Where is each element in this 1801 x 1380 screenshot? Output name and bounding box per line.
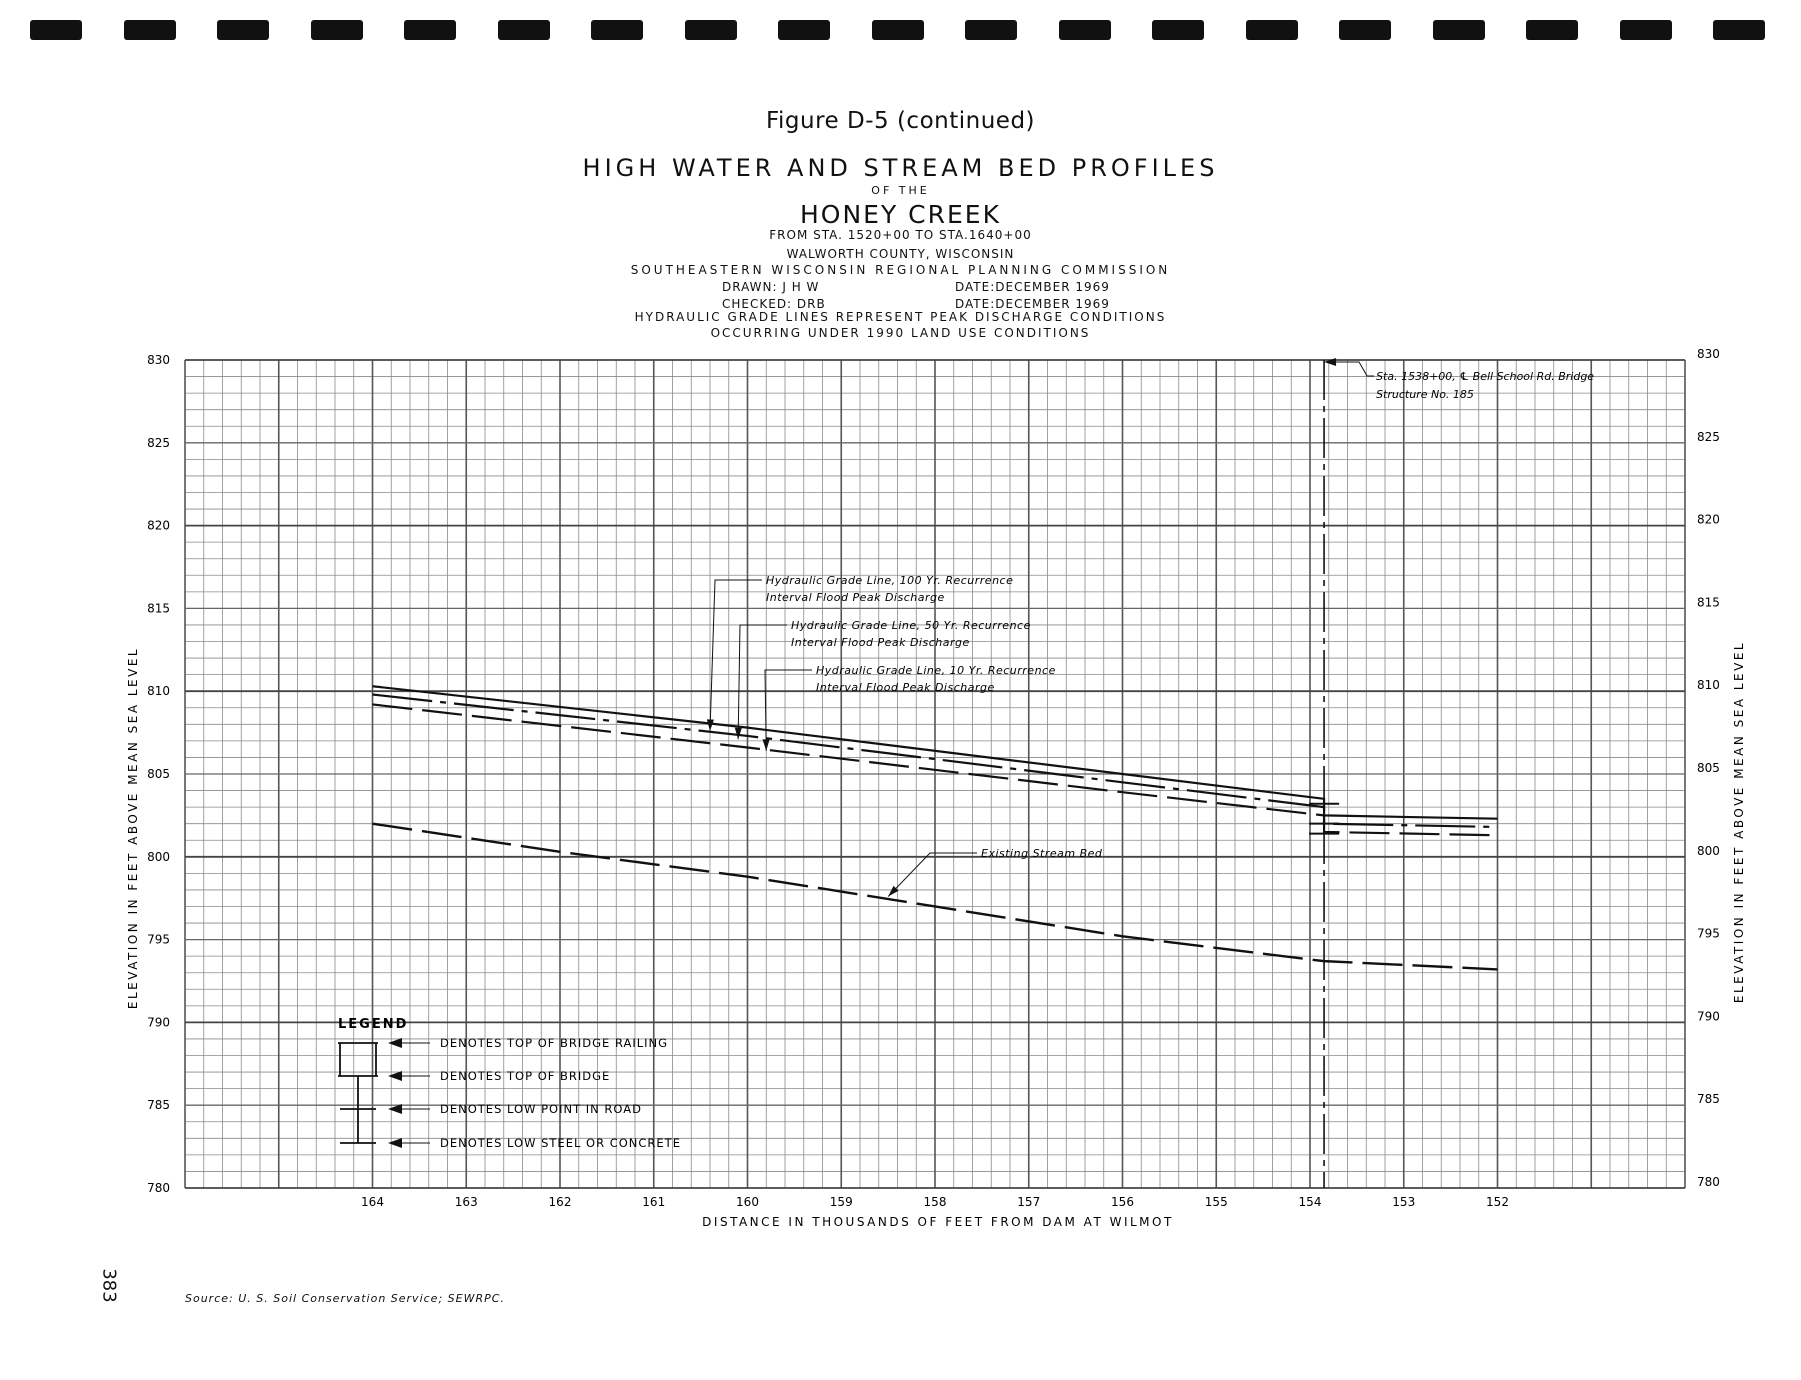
- y-tick-label-right: 820: [1697, 512, 1720, 527]
- leader-50yr-label: Interval Flood Peak Discharge: [791, 636, 970, 649]
- page-number: 383: [98, 1268, 120, 1303]
- legend-item: DENOTES LOW STEEL OR CONCRETE: [440, 1136, 681, 1150]
- x-tick-label: 157: [1017, 1195, 1041, 1209]
- bridge-label-2: Structure No. 185: [1376, 388, 1474, 401]
- legend-item: DENOTES LOW POINT IN ROAD: [440, 1102, 642, 1116]
- leader-10yr-label: Interval Flood Peak Discharge: [816, 681, 995, 694]
- y-tick-label-right: 815: [1697, 595, 1720, 610]
- y-tick-label-left: 785: [147, 1098, 170, 1113]
- x-tick-label: 154: [1298, 1195, 1322, 1209]
- leader-100yr-label: Hydraulic Grade Line, 100 Yr. Recurrence: [766, 574, 1014, 587]
- bridge-marker: [1309, 358, 1594, 1188]
- page-title: HIGH WATER AND STREAM BED PROFILES: [582, 154, 1219, 182]
- y-tick-label-right: 810: [1697, 678, 1720, 693]
- figure-label: Figure D-5 (continued): [765, 108, 1036, 134]
- y-axis-label-left: ELEVATION IN FEET ABOVE MEAN SEA LEVEL: [126, 646, 140, 1010]
- x-tick-label: 163: [454, 1195, 478, 1209]
- hydraulic-note-2: OCCURRING UNDER 1990 LAND USE CONDITIONS: [710, 326, 1091, 340]
- leader-10yr-label: Hydraulic Grade Line, 10 Yr. Recurrence: [816, 664, 1056, 677]
- leader-50yr-leader: [738, 625, 787, 739]
- bridge-leader: [1336, 362, 1374, 376]
- y-tick-label-left: 820: [147, 518, 170, 533]
- creek-name: HONEY CREEK: [799, 200, 1001, 229]
- x-tick-label: 162: [548, 1195, 572, 1209]
- y-tick-label-left: 800: [147, 849, 170, 864]
- x-tick-label: 158: [923, 1195, 947, 1209]
- checked-label: CHECKED: DRB: [722, 297, 826, 311]
- title-of-the: OF THE: [871, 184, 930, 197]
- y-tick-label-right: 790: [1697, 1009, 1720, 1024]
- checked-date: DATE:DECEMBER 1969: [955, 297, 1110, 311]
- y-tick-label-left: 815: [147, 601, 170, 616]
- hydraulic-note-1: HYDRAULIC GRADE LINES REPRESENT PEAK DISCHARGE CONDITIONS: [634, 310, 1167, 324]
- y-tick-label-right: 830: [1697, 347, 1720, 361]
- station-range: FROM STA. 1520+00 TO STA.1640+00: [769, 228, 1032, 242]
- y-tick-label-right: 795: [1697, 926, 1720, 941]
- legend-arrowhead: [388, 1038, 402, 1048]
- legend: [338, 1017, 681, 1150]
- x-axis-label: DISTANCE IN THOUSANDS OF FEET FROM DAM AT WILMOT: [702, 1215, 1174, 1229]
- y-tick-label-right: 785: [1697, 1092, 1720, 1107]
- source-note: Source: U. S. Soil Conservation Service; SEWRPC.: [185, 1292, 505, 1305]
- leader-100yr-arrowhead: [707, 719, 714, 731]
- x-tick-label: 160: [736, 1195, 759, 1209]
- y-tick-label-left: 780: [147, 1181, 170, 1195]
- legend-arrowhead: [388, 1071, 402, 1081]
- y-tick-label-left: 805: [147, 767, 170, 781]
- y-tick-label-right: 800: [1697, 843, 1720, 858]
- drawn-date: DATE:DECEMBER 1969: [955, 280, 1110, 294]
- y-tick-label-right: 825: [1697, 429, 1720, 444]
- y-tick-label-left: 830: [147, 353, 170, 367]
- x-tick-label: 159: [829, 1195, 853, 1209]
- leader-50yr-arrowhead: [735, 728, 742, 740]
- y-tick-label-left: 810: [147, 684, 170, 699]
- legend-item: DENOTES TOP OF BRIDGE: [440, 1069, 611, 1083]
- x-tick-label: 153: [1392, 1195, 1416, 1209]
- y-tick-label-left: 790: [147, 1015, 170, 1030]
- x-tick-label: 164: [361, 1195, 384, 1209]
- leader-10yr-arrowhead: [763, 739, 770, 751]
- x-tick-label: 156: [1111, 1195, 1134, 1209]
- leader-50yr-label: Hydraulic Grade Line, 50 Yr. Recurrence: [791, 619, 1031, 632]
- x-tick-label: 161: [642, 1195, 666, 1209]
- legend-title: LEGEND: [338, 1017, 409, 1032]
- county-label: WALWORTH COUNTY, WISCONSIN: [786, 247, 1015, 261]
- y-tick-label-right: 780: [1697, 1175, 1720, 1189]
- y-tick-label-left: 795: [147, 932, 170, 947]
- leader-100yr-label: Interval Flood Peak Discharge: [766, 591, 945, 604]
- bridge-label-1: Sta. 1538+00, ℄ Bell School Rd. Bridge: [1376, 370, 1595, 383]
- drawn-label: DRAWN: J H W: [722, 280, 820, 294]
- legend-item: DENOTES TOP OF BRIDGE RAILING: [440, 1036, 669, 1050]
- legend-arrowhead: [388, 1138, 402, 1148]
- y-tick-label-right: 805: [1697, 761, 1720, 775]
- y-axis-label-right: ELEVATION IN FEET ABOVE MEAN SEA LEVEL: [1732, 640, 1746, 1004]
- leader-100yr-leader: [710, 580, 762, 731]
- y-tick-label-left: 825: [147, 435, 170, 450]
- leader-stream-bed-label: Existing Stream Bed: [981, 847, 1103, 860]
- x-tick-label: 155: [1204, 1195, 1228, 1209]
- x-tick-label: 152: [1486, 1195, 1509, 1209]
- commission-label: SOUTHEASTERN WISCONSIN REGIONAL PLANNING COMMISSION: [630, 263, 1171, 277]
